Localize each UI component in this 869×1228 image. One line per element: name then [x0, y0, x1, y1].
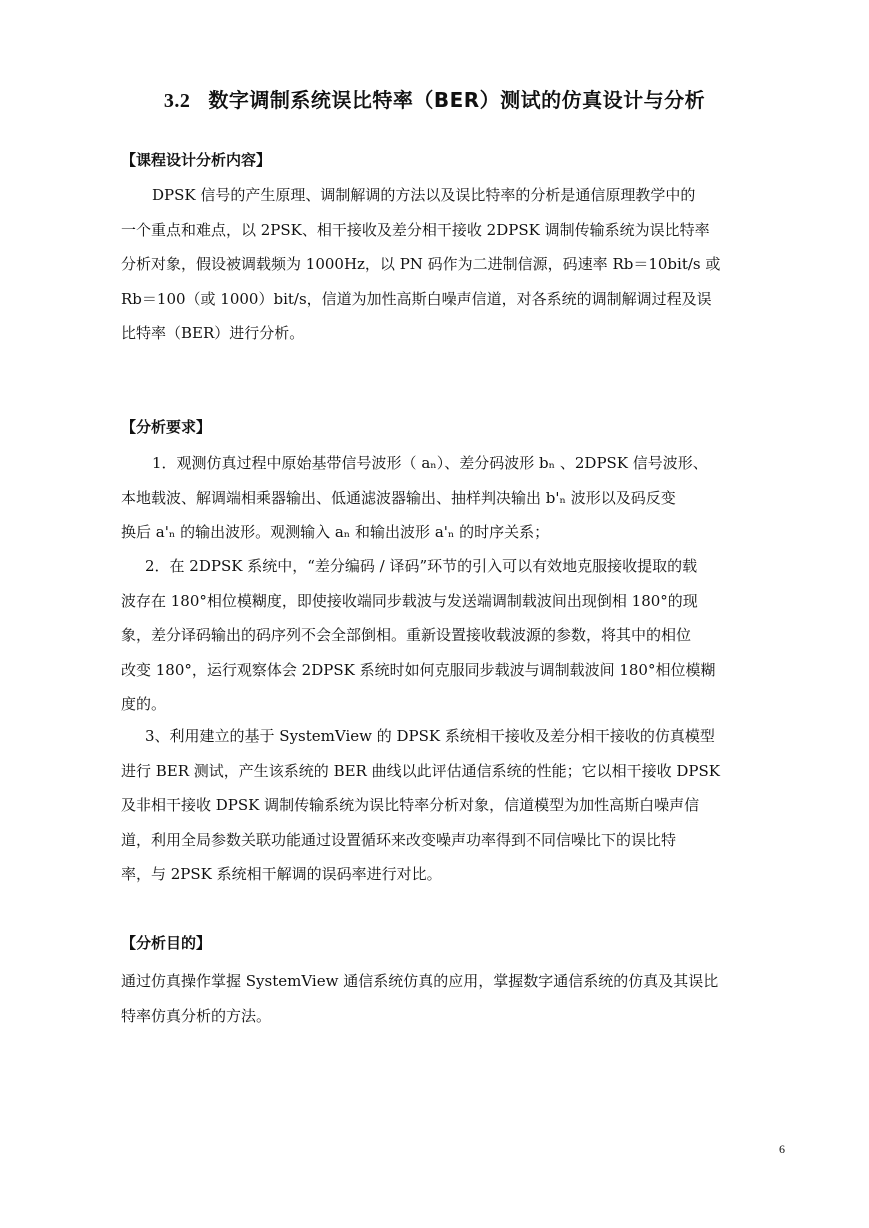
- text-line: 2．在 2DPSK 系统中，“差分编码 / 译码”环节的引入可以有效地克服接收提取的载: [145, 557, 698, 575]
- text-line: 波存在 180°相位模糊度，即使接收端同步载波与发送端调制载波间出现倒相 180°的现: [121, 591, 698, 610]
- heading-analysis-requirements: 【分析要求】: [121, 418, 212, 436]
- text-line: 换后 a'ₙ 的输出波形。观测输入 aₙ 和输出波形 a'ₙ 的时序关系；: [121, 523, 550, 541]
- requirement-3: [121, 719, 785, 892]
- text-line: 进行 BER 测试，产生该系统的 BER 曲线以此评估通信系统的性能；它以相干接收 DPSK: [121, 761, 720, 780]
- section-number: 3.2: [163, 90, 191, 112]
- text-line: 率，与 2PSK 系统相干解调的误码率进行对比。: [121, 865, 442, 883]
- text-line: DPSK 信号的产生原理、调制解调的方法以及误比特率的分析是通信原理教学中的: [152, 186, 696, 204]
- page-number: 6: [779, 1142, 785, 1156]
- text-line: 本地载波、解调端相乘器输出、低通滤波器输出、抽样判决输出 b'ₙ 波形以及码反变: [121, 488, 676, 507]
- text-line: 3、利用建立的基于 SystemView 的 DPSK 系统相干接收及差分相干接收的仿真模型: [145, 727, 715, 745]
- paragraph-purpose: [121, 964, 785, 1033]
- text-line: 改变 180°，运行观察体会 2DPSK 系统时如何克服同步载波与调制载波间 180°相位模糊: [121, 660, 716, 679]
- text-line: 道，利用全局参数关联功能通过设置循环来改变噪声功率得到不同信噪比下的误比特: [121, 830, 677, 849]
- text-line: 分析对象，假设被调载频为 1000Hz，以 PN 码作为二进制信源，码速率 Rb＝10bit/s 或: [121, 255, 721, 273]
- text-line: 通过仿真操作掌握 SystemView 通信系统仿真的应用，掌握数字通信系统的仿真及其误比: [121, 972, 719, 990]
- text-line: 一个重点和难点，以 2PSK、相干接收及差分相干接收 2DPSK 调制传输系统为误比特率: [121, 220, 710, 239]
- requirement-1: [121, 446, 785, 550]
- text-line: 比特率（BER）进行分析。: [121, 324, 305, 342]
- text-line: Rb＝100（或 1000）bit/s，信道为加性高斯白噪声信道，对各系统的调制解调过程及误: [121, 289, 712, 308]
- heading-analysis-purpose: 【分析目的】: [121, 934, 212, 952]
- requirement-2: [121, 549, 785, 722]
- paragraph-content: [121, 178, 785, 351]
- text-line: 特率仿真分析的方法。: [121, 1006, 272, 1025]
- section-title-text: 数字调制系统误比特率（BER）测试的仿真设计与分析: [208, 88, 706, 112]
- heading-course-design-content: 【课程设计分析内容】: [121, 151, 272, 169]
- text-line: 及非相干接收 DPSK 调制传输系统为误比特率分析对象，信道模型为加性高斯白噪声信: [121, 796, 700, 814]
- text-line: 度的。: [121, 695, 167, 713]
- page-title: [0, 84, 869, 113]
- text-line: 1．观测仿真过程中原始基带信号波形（ aₙ）、差分码波形 bₙ 、2DPSK 信号波形、: [152, 454, 708, 472]
- text-line: 象，差分译码输出的码序列不会全部倒相。重新设置接收载波源的参数，将其中的相位: [121, 626, 692, 644]
